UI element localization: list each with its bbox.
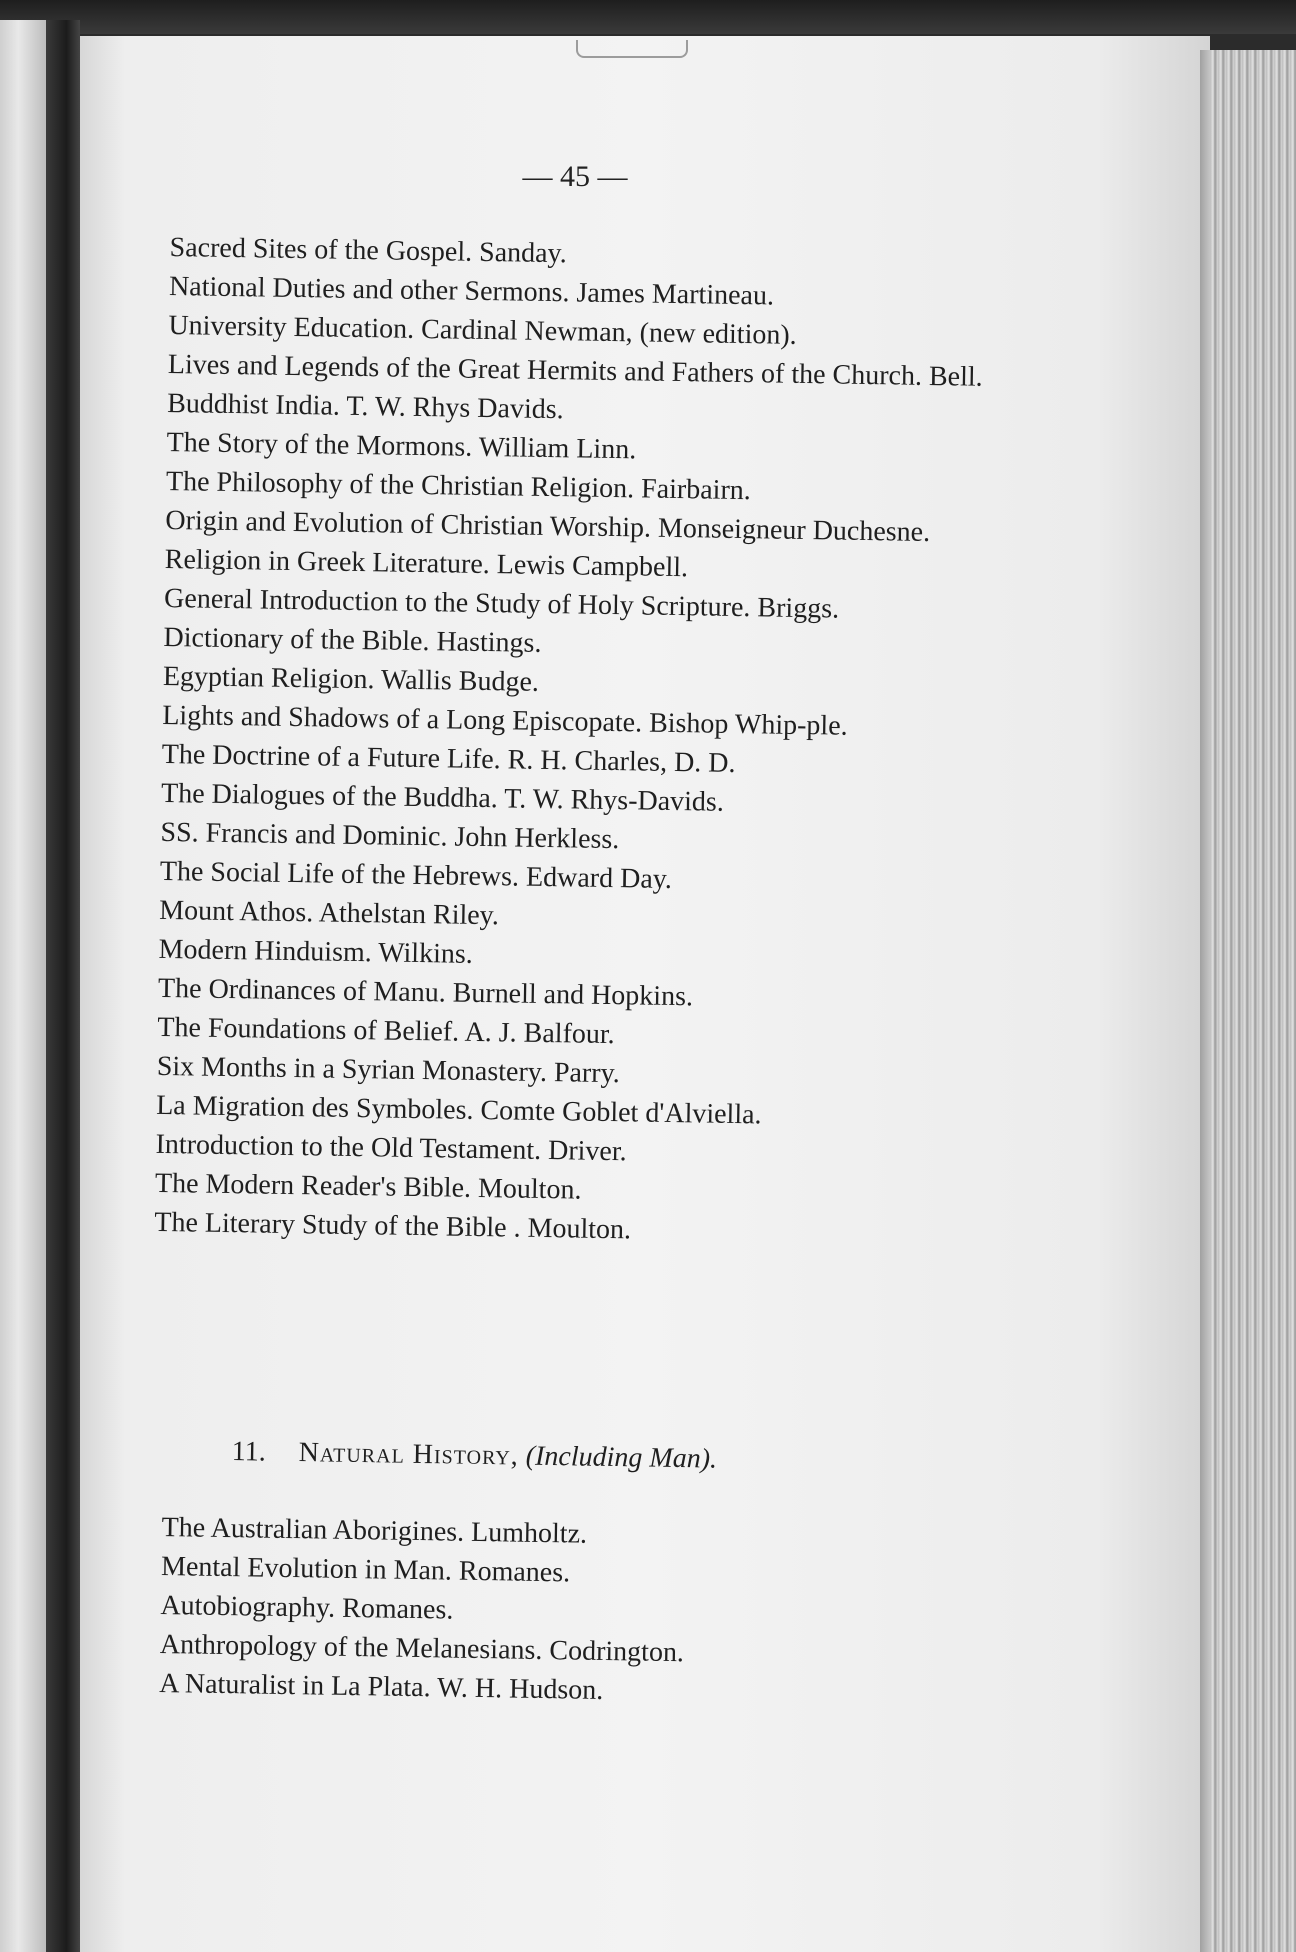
natural-history-book-list	[159, 1508, 1002, 1716]
list-item: Autobiography. Romanes.	[160, 1589, 454, 1626]
list-item: University Education. Cardinal Newman, (new edition).	[168, 309, 797, 351]
list-item: The Social Life of the Hebrews. Edward Day.	[159, 855, 673, 895]
list-item: The Philosophy of the Christian Religion. Fairbairn.	[165, 465, 752, 507]
section-title: Natural History,	[298, 1437, 520, 1472]
list-item: The Foundations of Belief. A. J. Balfour.	[157, 1011, 615, 1051]
list-item: Mental Evolution in Man. Romanes.	[160, 1550, 571, 1589]
page-stack-edge	[1210, 50, 1296, 1952]
list-item: The Modern Reader's Bible. Moulton.	[154, 1167, 582, 1206]
list-item: National Duties and other Sermons. James Martineau.	[168, 270, 775, 312]
list-item: The Story of the Mormons. William Linn.	[166, 426, 637, 466]
list-item: Religion in Greek Literature. Lewis Campbell.	[164, 543, 689, 584]
list-item: Lights and Shadows of a Long Episcopate. Bishop Whip-ple.	[162, 699, 848, 742]
list-item: Buddhist India. T. W. Rhys Davids.	[166, 387, 564, 426]
section-number: 11.	[231, 1436, 266, 1468]
list-item: Mount Athos. Athelstan Riley.	[159, 894, 500, 932]
list-item: Introduction to the Old Testament. Driver.	[155, 1128, 627, 1168]
list-item: Sacred Sites of the Gospel. Sanday.	[169, 231, 567, 270]
page-number: — 45 —	[522, 160, 628, 193]
list-item: La Migration des Symboles. Comte Goblet d'Alviella.	[155, 1089, 762, 1131]
list-item: The Doctrine of a Future Life. R. H. Charles, D. D.	[161, 738, 736, 779]
list-item: General Introduction to the Study of Holy Scripture. Briggs.	[163, 582, 840, 625]
list-item: Six Months in a Syrian Monastery. Parry.	[156, 1050, 621, 1090]
facing-page-edge	[0, 20, 46, 1952]
list-item: Anthropology of the Melanesians. Codrington.	[159, 1628, 685, 1669]
list-item: Modern Hinduism. Wilkins.	[158, 933, 474, 970]
section-subtitle: (Including Man).	[525, 1440, 718, 1475]
book-gutter	[46, 20, 80, 1952]
list-item: Lives and Legends of the Great Hermits and Fathers of the Church. Bell.	[167, 348, 983, 393]
list-item: The Australian Aborigines. Lumholtz.	[161, 1511, 588, 1550]
list-item: The Dialogues of the Buddha. T. W. Rhys-Davids.	[160, 777, 725, 818]
scan-top-edge	[0, 0, 1296, 34]
list-item: SS. Francis and Dominic. John Herkless.	[160, 816, 620, 856]
binding-clip-mark	[576, 40, 688, 58]
list-item: Egyptian Religion. Wallis Budge.	[162, 660, 540, 698]
list-item: The Literary Study of the Bible . Moulton.	[154, 1206, 632, 1246]
list-item: Dictionary of the Bible. Hastings.	[163, 621, 542, 659]
list-item: The Ordinances of Manu. Burnell and Hopkins.	[157, 972, 694, 1013]
list-item: Origin and Evolution of Christian Worship. Monseigneur Duchesne.	[165, 504, 931, 548]
list-item: A Naturalist in La Plata. W. H. Hudson.	[158, 1667, 604, 1706]
religion-book-list	[154, 228, 1050, 1256]
